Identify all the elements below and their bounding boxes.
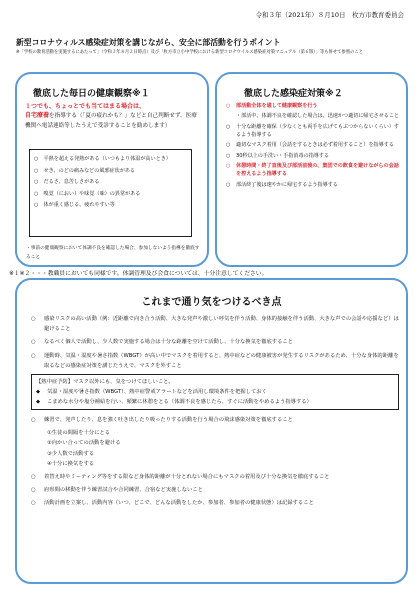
measure-item: ○ 十分な距離を確保（少なくとも両手を広げてもぶつからないくらい）するよう指導する [226,123,400,139]
measure-item: ○ 30秒以上の手洗い・手指消毒の指導する [226,152,330,159]
health-intro-text: を指導する（「夏の疲れかも？」などと自己判断せず、医療機関へ電話連絡等したうえで受診することを勧めします） [25,113,197,129]
droplet-sub-item: ④十分に換気をする [47,460,95,467]
measure-item: ○ 適切なマスク着用（会話をするときは必ず着用すること）を指導する [226,142,394,149]
measure-item: ・部活中、体調不良を確認した場合は、迅速かつ適切に帰宅させること [236,113,400,120]
symptom-item: ○ 平熱を超える発熱がある（いつもより体温が高いとき） [34,156,171,162]
droplet-sub-item: ②向かい合っての活動を避ける [47,440,121,447]
health-intro [25,102,201,131]
precautions-list [31,314,399,512]
precaution-item: ○ 活動計画を立案し、活動内容（いつ、どこで、どんな活動をしたか、参加者、参加者の健康状態）は記録すること [31,500,314,507]
precaution-item: ○ なるべく個人で活動し、少人数で実施する場合は十分な距離を空けて活動し、十分な換気を徹底すること [31,339,293,346]
measure-item: ○ 部活動全体を通して健康観察を行う [226,103,318,109]
measures-box-title: 徹底した感染症対策※２ [244,89,343,99]
measure-item: ○ 休憩時間・終了直後及び部活前後の、集団での飲食を避けながらの会話を控えるよう指導する [226,162,399,178]
precaution-item: ○ 練習で、発声したり、息を強く吐き出したり吸ったりする活動を行う場合の飛沫感染対策を徹底すること [31,417,293,424]
measures-list [226,102,402,191]
staff-note: ※１※２・・・教職員においても同様です。体調管理及び会食については、十分注意してください。 [9,271,268,277]
health-box-title: 徹底した毎日の健康観察※１ [33,89,150,99]
precaution-item: ○ 感染リスクの高い活動（例：近距離で向き合う活動、大きな発声や激しい呼気を伴う活動、身体的接触を伴う活動、大きな声での会話や応援など）は避けること [31,316,399,333]
health-red-line-2: 自宅療養 [25,112,50,119]
issue-date-header: 令和３年（2021年）８月10日 枚方市教育委員会 [255,11,404,19]
precaution-item: ○ 府県間の移動を伴う練習試合や合同練習、合宿など実施しないこと [31,487,203,494]
heatstroke-callout [31,374,399,410]
symptom-item: ○ だるさ、息苦しさがある [34,179,100,185]
continuing-precautions-box [15,278,408,584]
precaution-item: ○ 運動時、気温・湿度や暑さ指数（WBGT）が高い中でマスクを着用すると、熱中症などの健康被害が発生するリスクがあるため、十分な身体的距離を取るなどの感染症対策を講じたうえで、マスクを外すこと [31,352,399,369]
symptom-item: ○ せき、のどの痛みなどの風邪症状がある [34,167,136,174]
symptom-item: ○ 嗅覚（におい）や味覚（味）の異常がある [34,190,141,197]
health-red-line-1: １つでも、ちょっとでも当てはまる場合は、 [25,103,146,110]
droplet-sub-item: ①生徒の間隔を十分にとる [47,430,111,437]
symptom-item: ○ 体が重く感じる、疲れやすい等 [34,202,115,208]
health-footer-note: ・事前の健康観察において体調不良を確認した場合、参加しないよう指導を徹底すること [26,246,200,260]
health-observation-box [15,72,209,267]
measure-item: ○ 部活終了後は速やかに帰宅するよう指導する [226,181,338,188]
droplet-sub-item: ③少人数で活動する [47,450,95,457]
precaution-item: ○ 着替え時やミーティング等をする限など身体的距離が十分とれない場合にもマスクの着用及び十分な換気を徹底すること [31,474,330,481]
infection-measures-box [215,72,408,267]
reference-note: ※「学校の教育活動を実施するにあたって」（令和３年８月２日時点）及び「枚方市立小中学校における新型コロナウイルス感染症対策マニュアル（第６版）」等も併せて参照のこと [16,50,363,55]
document-title: 新型コロナウィルス感染症対策を講じながら、安全に部活動を行うポイント [16,38,281,47]
precautions-box-title: これまで通り気をつけるべき点 [141,297,282,308]
heatstroke-item: ◆ 気温・湿度や暑さ指数（WBGT）、熱中症警戒アラートなどを活用し環境条件を把握しておく [36,389,267,396]
heatstroke-item: ◆ こまめな水分や塩分補給を行い、頻繁に休憩をとる（体調不良を感じたら、すぐに活動をやめるよう指導する） [36,399,312,406]
symptom-checklist [29,149,192,237]
heatstroke-heading: 【熱中症予防】マスク以外にも、気をつけてほしいこと。 [36,379,174,386]
